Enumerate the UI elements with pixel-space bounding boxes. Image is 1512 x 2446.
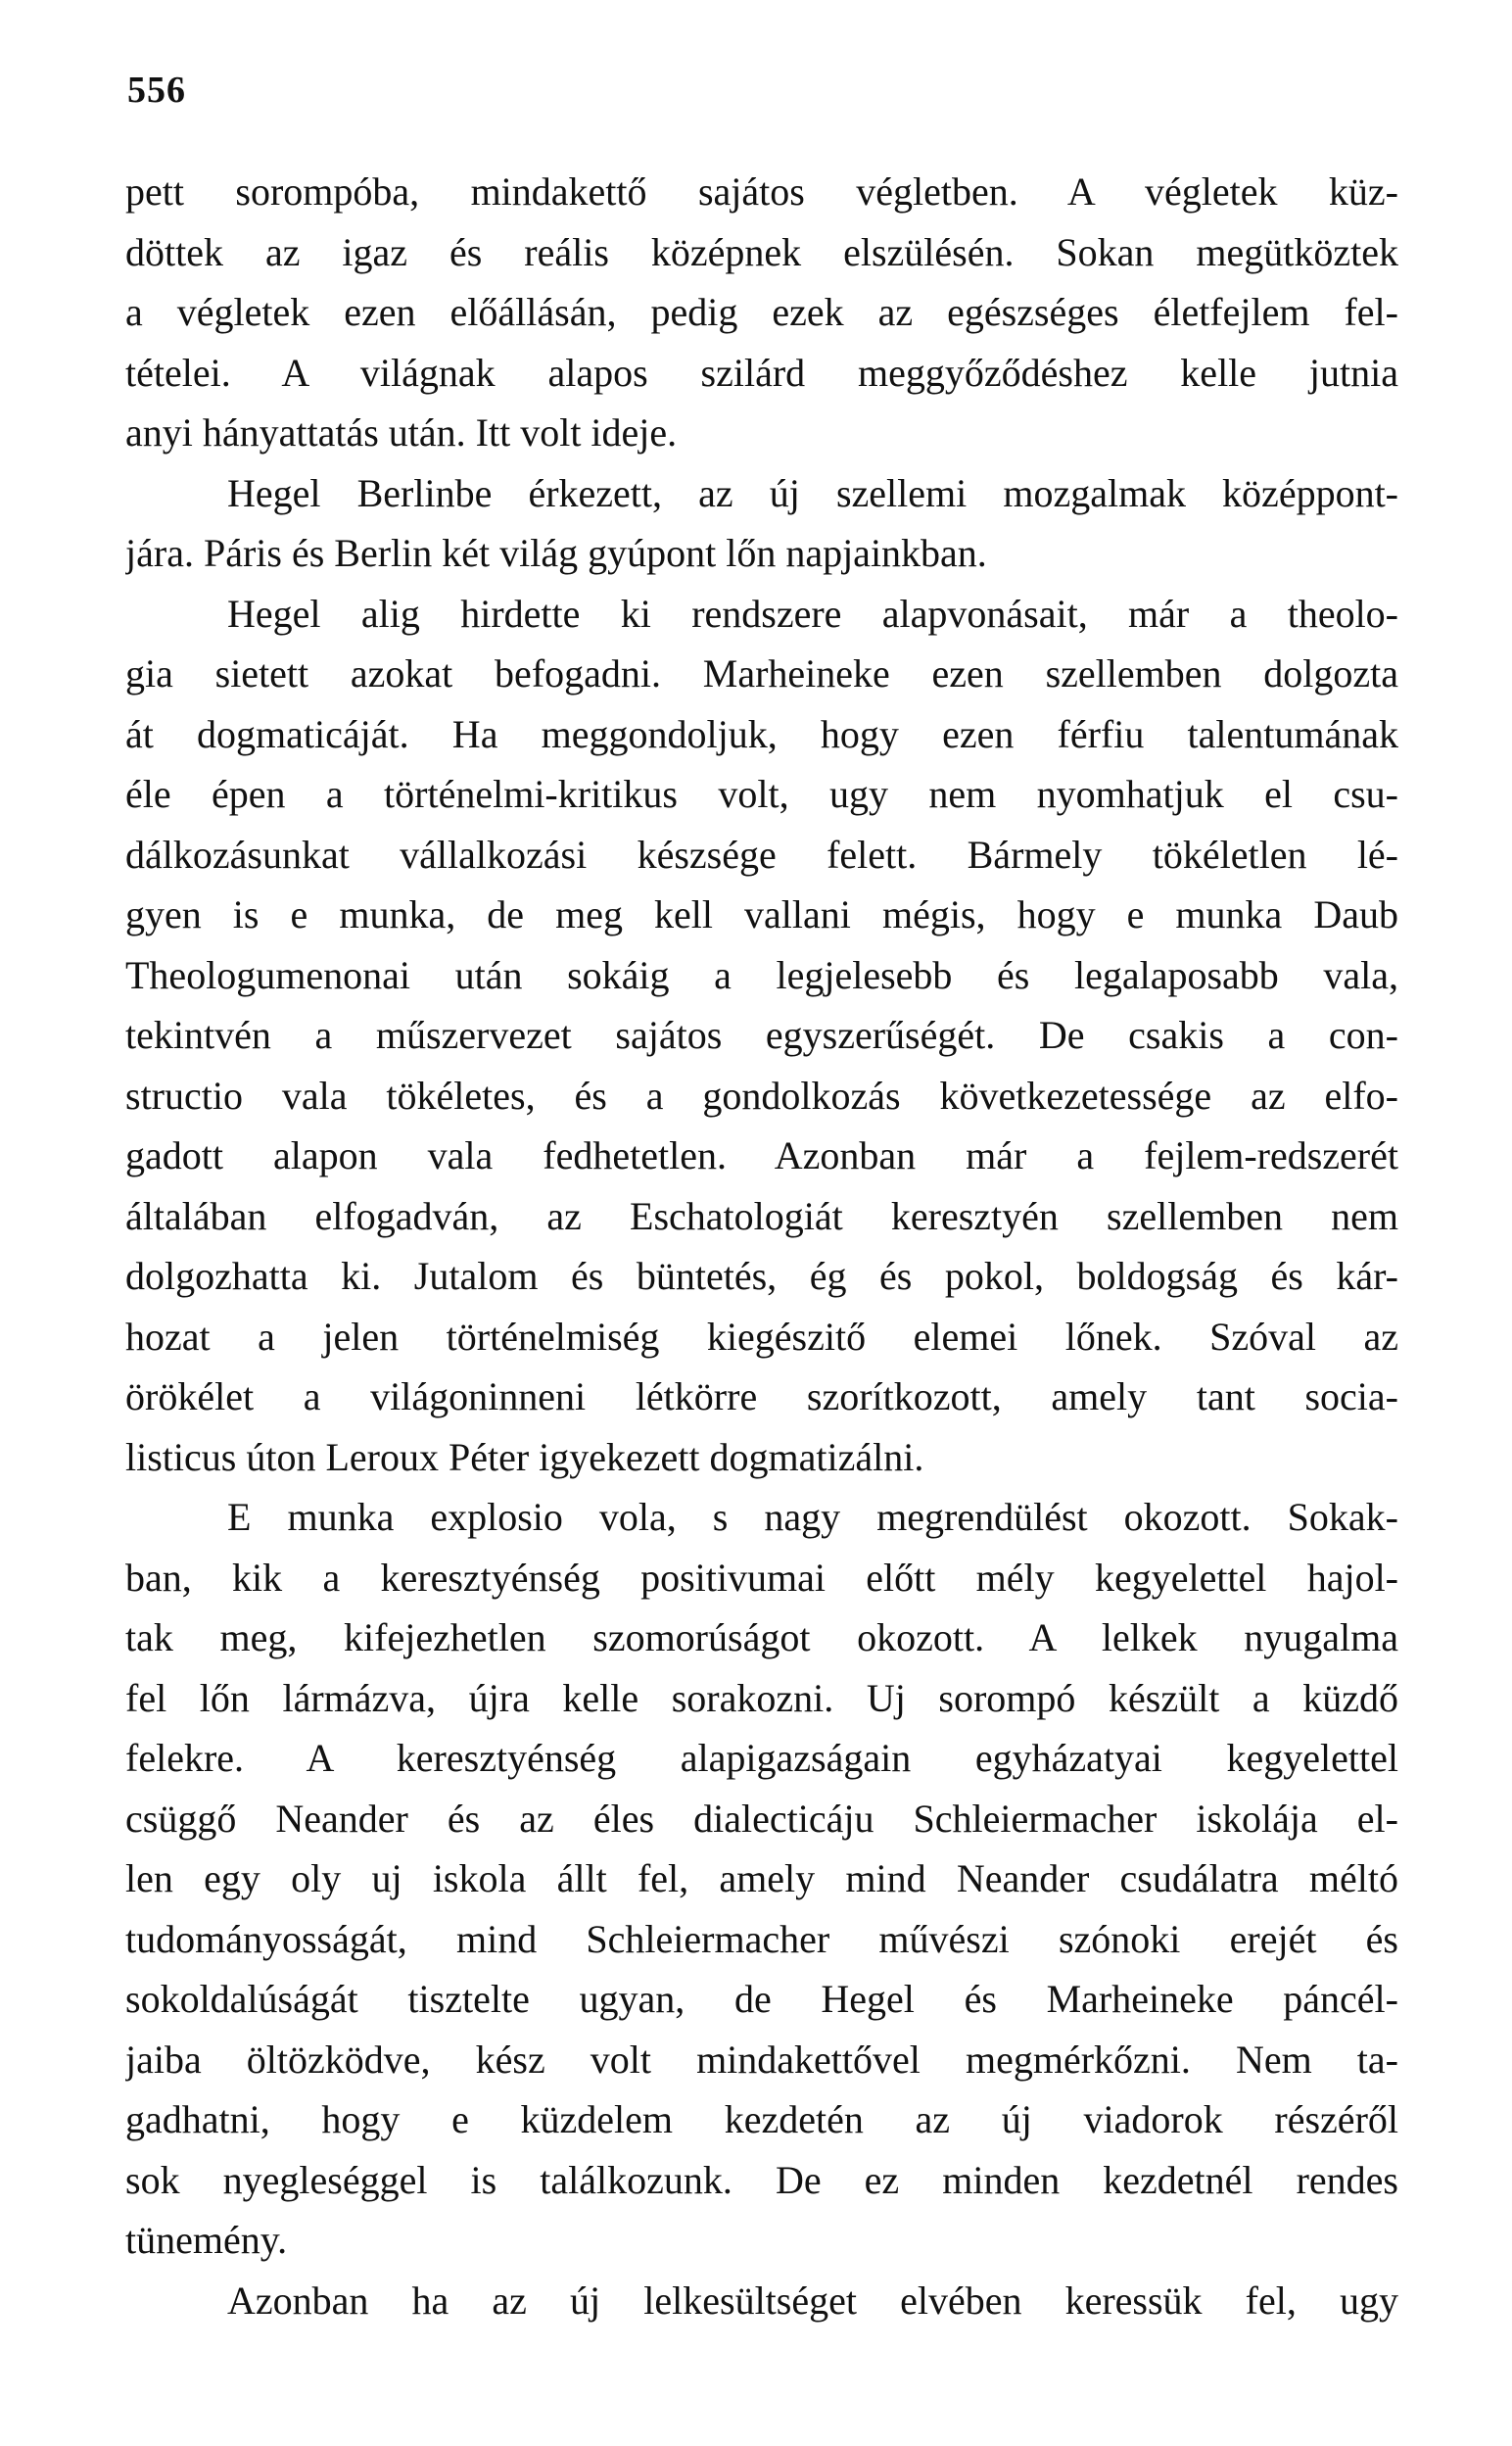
text-line: döttek az igaz és reális középnek elszülésén. Sokan megütköztek	[125, 229, 1398, 274]
text-line: éle épen a történelmi-kritikus volt, ugy nem nyomhatjuk el csu-	[125, 772, 1398, 816]
text-line: gia sietett azokat befogadni. Marheineke ezen szellemben dolgozta	[125, 651, 1398, 695]
text-line: hozat a jelen történelmiség kiegészitő elemei lőnek. Szóval az	[125, 1314, 1398, 1359]
text-line: sok nyegleséggel is találkozunk. De ez minden kezdetnél rendes	[125, 2157, 1398, 2202]
text-line: Hegel Berlinbe érkezett, az új szellemi mozgalmak középpont-	[227, 470, 1398, 515]
text-line: csüggő Neander és az éles dialecticáju Schleiermacher iskolája el-	[125, 1796, 1398, 1841]
text-line: fel lőn lármázva, újra kelle sorakozni. Uj sorompó készült a küzdő	[125, 1675, 1398, 1720]
text-line: dolgozhatta ki. Jutalom és büntetés, ég és pokol, boldogság és kár-	[125, 1254, 1398, 1298]
text-line: tak meg, kifejezhetlen szomorúságot okozott. A lelkek nyugalma	[125, 1615, 1398, 1659]
text-line: felekre. A keresztyénség alapigazságain egyházatyai kegyelettel	[125, 1736, 1398, 1780]
text-line: anyi hányattatás után. Itt volt ideje.	[125, 410, 678, 455]
text-line: gadhatni, hogy e küzdelem kezdetén az új viadorok részéről	[125, 2097, 1398, 2141]
text-line: pett sorompóba, mindakettő sajátos végletben. A végletek küz-	[125, 169, 1398, 214]
text-line: Azonban ha az új lelkesültséget elvében keressük fel, ugy	[227, 2278, 1398, 2323]
text-line: Hegel alig hirdette ki rendszere alapvonásait, már a theolo-	[227, 591, 1398, 636]
text-line: sokoldalúságát tisztelte ugyan, de Hegel és Marheineke páncél-	[125, 1977, 1398, 2021]
text-line: structio vala tökéletes, és a gondolkozás következetessége az elfo-	[125, 1073, 1398, 1118]
text-line: általában elfogadván, az Eschatologiát keresztyén szellemben nem	[125, 1193, 1398, 1238]
text-line: jaiba öltözködve, kész volt mindakettővel megmérkőzni. Nem ta-	[125, 2037, 1398, 2082]
text-line: Theologumenonai után sokáig a legjelesebb és legalaposabb vala,	[125, 952, 1398, 997]
body-text	[125, 162, 1398, 2330]
text-line: listicus úton Leroux Péter igyekezett dogmatizálni.	[125, 1434, 924, 1479]
text-line: tekintvén a műszervezet sajátos egyszerűségét. De csakis a con-	[125, 1013, 1398, 1057]
text-line: dálkozásunkat vállalkozási készsége felett. Bármely tökéletlen lé-	[125, 832, 1398, 877]
text-line: tünemény.	[125, 2218, 288, 2262]
text-line: len egy oly uj iskola állt fel, amely mind Neander csudálatra méltó	[125, 1856, 1398, 1900]
text-line: át dogmaticáját. Ha meggondoljuk, hogy ezen férfiu talentumának	[125, 711, 1398, 756]
text-line: tudományosságát, mind Schleiermacher művészi szónoki erejét és	[125, 1916, 1398, 1961]
text-line: jára. Páris és Berlin két világ gyúpont lőn napjainkban.	[125, 531, 987, 575]
text-line: gyen is e munka, de meg kell vallani mégis, hogy e munka Daub	[125, 892, 1398, 936]
page-number: 556	[127, 70, 186, 111]
text-line: tételei. A világnak alapos szilárd meggyőződéshez kelle jutnia	[125, 350, 1398, 395]
text-line: gadott alapon vala fedhetetlen. Azonban már a fejlem-redszerét	[125, 1133, 1398, 1177]
text-line: örökélet a világoninneni létkörre szorítkozott, amely tant socia-	[125, 1374, 1398, 1418]
text-line: E munka explosio vola, s nagy megrendülést okozott. Sokak-	[227, 1495, 1398, 1539]
text-line: a végletek ezen előállásán, pedig ezek az egészséges életfejlem fel-	[125, 290, 1398, 334]
text-line: ban, kik a keresztyénség positivumai előtt mély kegyelettel hajol-	[125, 1555, 1398, 1600]
